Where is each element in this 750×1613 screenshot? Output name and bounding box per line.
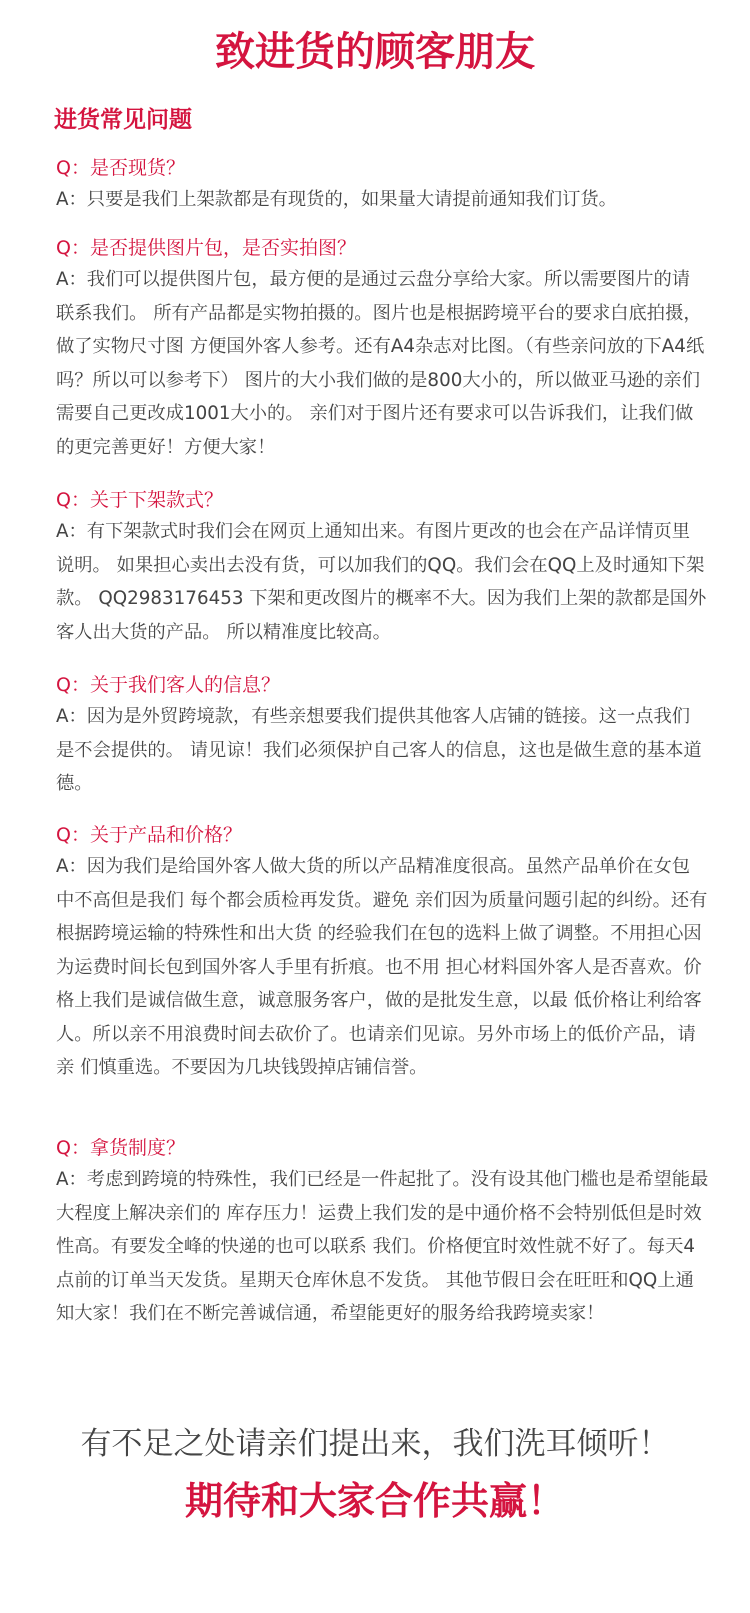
faq-question: Q：关于下架款式？ (56, 489, 223, 511)
faq-item-product-price (56, 820, 708, 1085)
faq-question: Q：拿货制度？ (56, 1137, 185, 1159)
faq-answer: A：考虑到跨境的特殊性，我们已经是一件起批了。没有设其他门槛也是希望能最大程度上解决亲们的 库存压力！运费上我们发的是中通价格不会特别低但是时效性高。有要发全峰的快递的也可以联系 我们。价格便宜时效性就不好了。每天4点前的订单当天发货。星期天仓库休息不发货。 其他节假日会在旺旺和QQ上通知大家！我们在不断完善诚信通，希望能更好的服务给我跨境卖家！ (56, 1169, 709, 1324)
faq-item-photos (56, 233, 708, 464)
faq-item-stock (56, 153, 708, 217)
closing-slogan: 期待和大家合作共赢！ (184, 1479, 565, 1523)
closing-message: 有不足之处请亲们提出来，我们洗耳倾听！ (80, 1426, 670, 1462)
faq-question: Q：是否提供图片包，是否实拍图？ (56, 237, 356, 259)
faq-answer: A：因为我们是给国外客人做大货的所以产品精准度很高。虽然产品单价在女包中不高但是我们 每个都会质检再发货。避免 亲们因为质量问题引起的纠纷。还有根据跨境运输的特殊性和出大货 的经验我们在包的选料上做了调整。不用担心因为运费时间长包到国外客人手里有折痕。也不用 担心材料国外客人是否喜欢。价格上我们是诚信做生意，诚意服务客户，做的是批发生意，以最 低价格让利给客人。所以亲不用浪费时间去砍价了。也请亲们见谅。另外市场上的低价产品，请亲 们慎重选。不要因为几块钱毁掉店铺信誉。 (56, 856, 708, 1078)
faq-item-customer-info (56, 670, 708, 801)
faq-answer: A：我们可以提供图片包，最方便的是通过云盘分享给大家。所以需要图片的请联系我们。 所有产品都是实物拍摄的。图片也是根据跨境平台的要求白底拍摄，做了实物尺寸图 方便国外客人参考。还有A4杂志对比图。（有些亲问放的下A4纸吗？所以可以参考下） 图片的大小我们做的是800大小的，所以做亚马逊的亲们需要自己更改成1001大小的。 亲们对于图片还有要求可以告诉我们，让我们做的更完善更好！方便大家！ (56, 269, 705, 458)
faq-answer: A：只要是我们上架款都是有现货的，如果量大请提前通知我们订货。 (56, 189, 617, 210)
faq-answer: A：因为是外贸跨境款，有些亲想要我们提供其他客人店铺的链接。这一点我们是不会提供的。 请见谅！我们必须保护自己客人的信息，这也是做生意的基本道德。 (56, 706, 702, 794)
faq-question: Q：是否现货？ (56, 157, 185, 179)
faq-item-ordering-policy (56, 1133, 708, 1331)
faq-item-delisting (56, 485, 708, 649)
section-heading: 进货常见问题 (54, 107, 192, 133)
faq-question: Q：关于产品和价格？ (56, 824, 242, 846)
faq-answer: A：有下架款式时我们会在网页上通知出来。有图片更改的也会在产品详情页里说明。 如果担心卖出去没有货，可以加我们的QQ。我们会在QQ上及时通知下架款。 QQ2983176453 下架和更改图片的概率不大。因为我们上架的款都是国外客人出大货的产品。 所以精准度比较高。 (56, 521, 707, 643)
faq-question: Q：关于我们客人的信息？ (56, 674, 280, 696)
page-title: 致进货的顾客朋友 (215, 29, 535, 75)
